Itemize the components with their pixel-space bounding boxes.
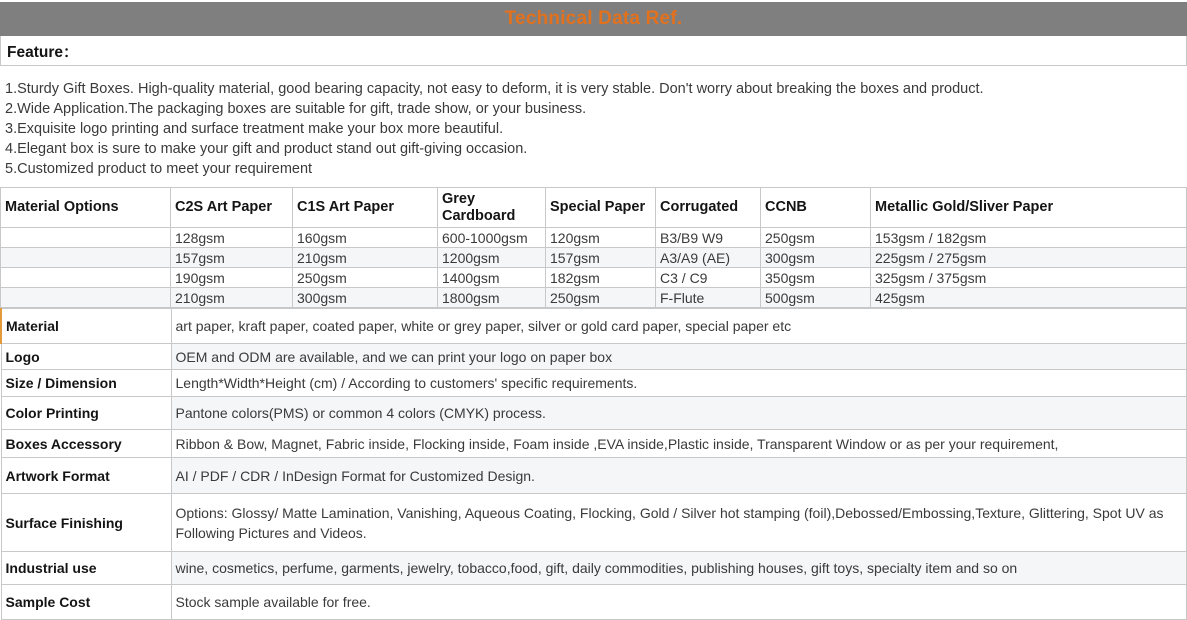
table-cell: 182gsm [546,268,656,288]
spec-value-industrial-use: wine, cosmetics, perfume, garments, jewelry, tobacco,food, gift, daily commodities, publishing houses, gift toys, specialty item and so on [171,552,1187,585]
feature-list [0,66,1187,187]
spec-label-boxes-accessory: Boxes Accessory [1,430,171,458]
table-cell: 160gsm [293,228,438,248]
column-header-ccnb: CCNB [761,188,871,228]
spec-row-logo [1,344,1187,370]
feature-item-5: 5.Customized product to meet your requirement [5,161,313,177]
table-cell [1,288,171,308]
spec-row-material [1,309,1187,344]
table-cell: 225gsm / 275gsm [871,248,1187,268]
column-header-grey-cardboard: Grey Cardboard [438,188,546,228]
feature-heading-label: Feature： [7,43,79,61]
column-header-corrugated: Corrugated [656,188,761,228]
table-cell [1,268,171,288]
table-cell: 157gsm [171,248,293,268]
spec-label-surface-finishing: Surface Finishing [1,494,171,552]
table-cell: 128gsm [171,228,293,248]
spec-value-logo: OEM and ODM are available, and we can print your logo on paper box [171,344,1187,370]
table-cell: 250gsm [761,228,871,248]
spec-row-surface-finishing [1,494,1187,552]
table-cell: 300gsm [761,248,871,268]
spec-table [0,308,1187,620]
spec-value-material: art paper, kraft paper, coated paper, white or grey paper, silver or gold card paper, special paper etc [171,309,1187,344]
feature-heading [0,36,1187,66]
feature-item-1: 1.Sturdy Gift Boxes. High-quality material, good bearing capacity, not easy to deform, it is very stable. Don't worry about breaking the boxes and product. [5,81,984,97]
spec-row-boxes-accessory [1,430,1187,458]
table-cell: A3/A9 (AE) [656,248,761,268]
table-cell: 157gsm [546,248,656,268]
spec-value-boxes-accessory: Ribbon & Bow, Magnet, Fabric inside, Flocking inside, Foam inside ,EVA inside,Plastic inside, Transparent Window or as per your requirement, [171,430,1187,458]
column-header-metallic-paper: Metallic Gold/Sliver Paper [871,188,1187,228]
table-cell: 500gsm [761,288,871,308]
feature-item-4: 4.Elegant box is sure to make your gift and product stand out gift-giving occasion. [5,141,528,157]
table-cell: 250gsm [546,288,656,308]
spec-value-size-dimension: Length*Width*Height (cm) / According to customers' specific requirements. [171,370,1187,397]
spec-row-artwork-format [1,458,1187,494]
table-cell: 210gsm [293,248,438,268]
table-cell: 120gsm [546,228,656,248]
material-options-header-row [1,188,1187,228]
spec-label-logo: Logo [1,344,171,370]
material-row-2 [1,248,1187,268]
title-bar [0,0,1187,36]
table-cell: B3/B9 W9 [656,228,761,248]
feature-item-2: 2.Wide Application.The packaging boxes are suitable for gift, trade show, or your business. [5,101,587,117]
table-cell: 190gsm [171,268,293,288]
table-cell: 425gsm [871,288,1187,308]
spec-row-color-printing [1,397,1187,430]
material-row-4 [1,288,1187,308]
table-cell: 300gsm [293,288,438,308]
spec-label-industrial-use: Industrial use [1,552,171,585]
spec-row-size-dimension [1,370,1187,397]
table-cell: 1800gsm [438,288,546,308]
spec-label-sample-cost: Sample Cost [1,585,171,620]
table-cell [1,228,171,248]
spec-value-surface-finishing: Options: Glossy/ Matte Lamination, Vanishing, Aqueous Coating, Flocking, Gold / Silver hot stamping (foil),Debossed/Embossing,Texture, Glittering, Spot UV as Following Pictures and Videos. [171,494,1187,552]
spec-label-size-dimension: Size / Dimension [1,370,171,397]
table-cell: 350gsm [761,268,871,288]
material-options-table [0,187,1187,308]
spec-value-artwork-format: AI / PDF / CDR / InDesign Format for Customized Design. [171,458,1187,494]
table-cell: C3 / C9 [656,268,761,288]
column-header-c2s-art-paper: C2S Art Paper [171,188,293,228]
column-header-special-paper: Special Paper [546,188,656,228]
spec-row-industrial-use [1,552,1187,585]
column-header-c1s-art-paper: C1S Art Paper [293,188,438,228]
spec-row-sample-cost [1,585,1187,620]
material-row-3 [1,268,1187,288]
spec-label-color-printing: Color Printing [1,397,171,430]
table-cell: 1200gsm [438,248,546,268]
spec-label-material: Material [1,309,171,344]
table-cell: 153gsm / 182gsm [871,228,1187,248]
table-cell: 325gsm / 375gsm [871,268,1187,288]
spec-label-artwork-format: Artwork Format [1,458,171,494]
column-header-material-options: Material Options [1,188,171,228]
table-cell: F-Flute [656,288,761,308]
page-title: Technical Data Ref. [504,8,683,29]
feature-item-3: 3.Exquisite logo printing and surface treatment make your box more beautiful. [5,121,504,137]
table-cell [1,248,171,268]
spec-value-color-printing: Pantone colors(PMS) or common 4 colors (CMYK) process. [171,397,1187,430]
table-cell: 600-1000gsm [438,228,546,248]
spec-value-sample-cost: Stock sample available for free. [171,585,1187,620]
table-cell: 1400gsm [438,268,546,288]
material-row-1 [1,228,1187,248]
table-cell: 250gsm [293,268,438,288]
table-cell: 210gsm [171,288,293,308]
